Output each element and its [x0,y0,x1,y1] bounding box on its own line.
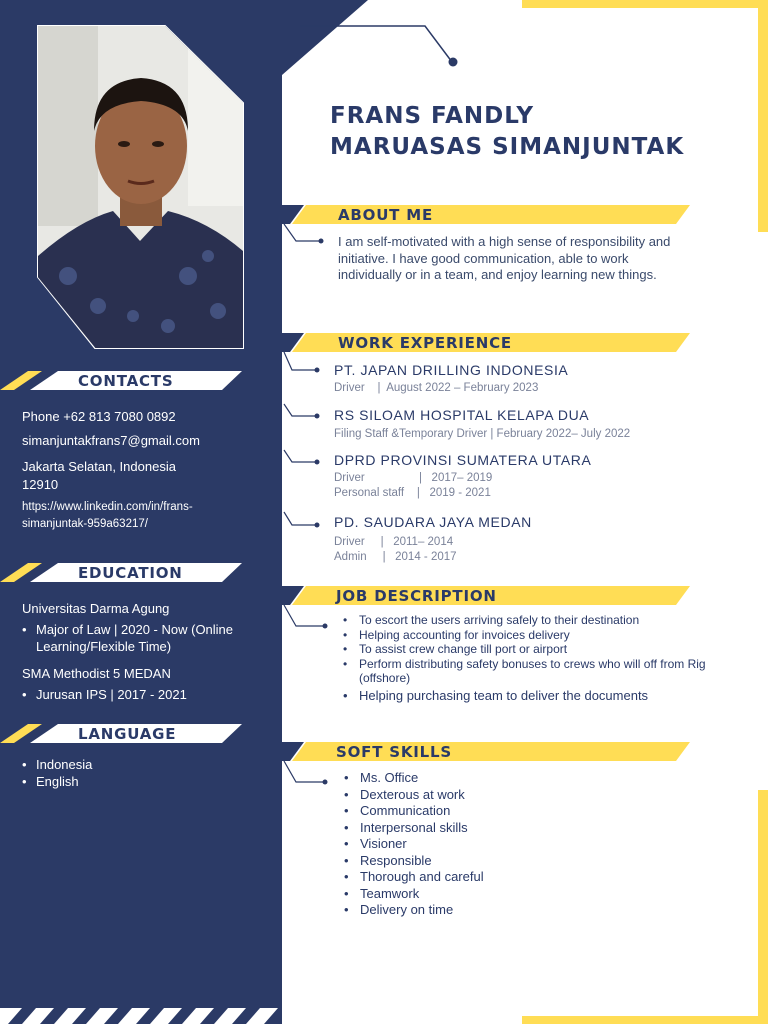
list-item: • Interpersonal skills [344,820,484,837]
education-school-1: Universitas Darma Agung [22,601,170,616]
person-name [330,101,750,163]
job-company: DPRD PROVINSI SUMATERA UTARA [334,452,592,468]
list-item: • English [22,773,92,790]
list-item: • Thorough and careful [344,869,484,886]
header-connector-dot [449,58,458,67]
profile-photo [38,26,243,348]
list-item: • Responsible [344,853,484,870]
job-company: PT. JAPAN DRILLING INDONESIA [334,362,569,378]
list-item: • Jurusan IPS | 2017 - 2021 [22,686,187,703]
list-item: • Visioner [344,836,484,853]
about-title: ABOUT ME [338,206,434,224]
skills-title: SOFT SKILLS [336,743,452,761]
skills-list [344,770,484,919]
contact-address [22,458,176,494]
language-list [22,756,92,790]
address-line-1: Jakarta Selatan, Indonesia [22,459,176,474]
right-yellow-strip-bottom [758,790,768,1024]
job-company: PD. SAUDARA JAYA MEDAN [334,514,532,530]
contact-linkedin[interactable] [22,499,193,533]
education-school-1-list [22,621,262,655]
connector-dots [315,239,328,785]
jobdesc-title: JOB DESCRIPTION [336,587,497,605]
top-yellow-bar [522,0,768,8]
list-item: • Delivery on time [344,902,484,919]
work-title: WORK EXPERIENCE [338,334,512,352]
language-title: LANGUAGE [78,725,177,743]
contact-email[interactable]: simanjuntakfrans7@gmail.com [22,433,200,448]
contact-phone: Phone +62 813 7080 0892 [22,409,176,424]
list-item: • Helping purchasing team to deliver the documents [343,689,713,704]
job-detail: Personal staff | 2019 - 2021 [334,487,491,499]
name-line-2: MARUASAS SIMANJUNTAK [330,134,685,160]
name-line-1: FRANS FANDLY [330,103,534,129]
list-item: • Perform distributing safety bonuses to crews who will off from Rig (offshore) [343,657,713,686]
job-detail: Filing Staff &Temporary Driver | February 2022– July 2022 [334,428,631,440]
contacts-title: CONTACTS [78,372,174,390]
job-detail: Driver | August 2022 – February 2023 [334,382,539,394]
address-line-2: 12910 [22,477,59,492]
education-title: EDUCATION [78,564,183,582]
list-item: • Major of Law | 2020 - Now (Online Learning/Flexible Time) [22,621,262,655]
list-item: • To escort the users arriving safely to their destination [343,613,713,628]
job-detail: Driver | 2011– 2014 [334,536,454,548]
job-company: RS SILOAM HOSPITAL KELAPA DUA [334,407,590,423]
list-item: • Ms. Office [344,770,484,787]
connector-lines [284,224,324,782]
list-item: • Dexterous at work [344,787,484,804]
jobdesc-list [343,613,713,703]
bottom-yellow-bar [522,1016,768,1024]
list-item: • To assist crew change till port or airport [343,642,713,657]
right-yellow-strip-top [758,8,768,232]
linkedin-line-1: https://www.linkedin.com/in/frans- [22,501,193,513]
job-detail: Driver | 2017– 2019 [334,472,493,484]
list-item: • Helping accounting for invoices delivery [343,628,713,643]
about-text: I am self-motivated with a high sense of responsibility and initiative. I have good communication, able to work individually or in a team, and enjoy learning new things. [338,234,671,282]
list-item: • Communication [344,803,484,820]
bottom-stripes [0,1008,282,1024]
education-school-2: SMA Methodist 5 MEDAN [22,666,171,681]
list-item: • Teamwork [344,886,484,903]
education-school-2-list [22,686,187,703]
job-detail: Admin | 2014 - 2017 [334,551,457,563]
linkedin-line-2: simanjuntak-959a63217/ [22,518,148,530]
list-item: • Indonesia [22,756,92,773]
